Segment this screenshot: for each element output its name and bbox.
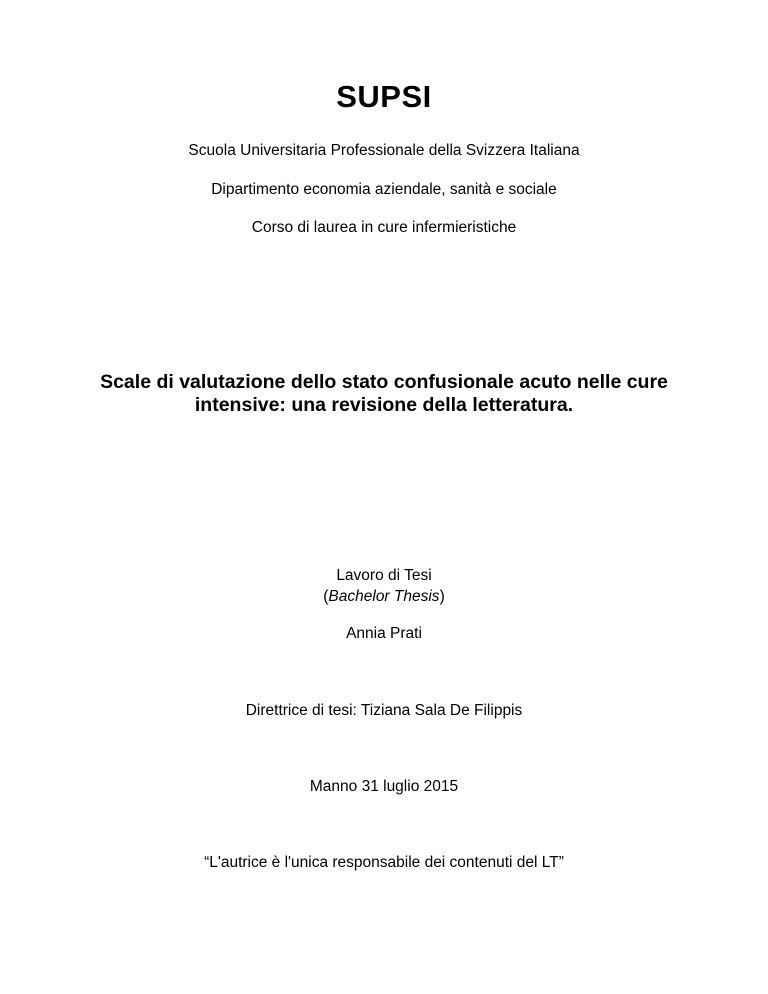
course-name: Corso di laurea in cure infermieristiche [251,219,517,236]
work-type-english [0,587,768,607]
place-date: Manno 31 luglio 2015 [309,778,459,795]
school-name: Scuola Universitaria Professionale della Svizzera Italiana [188,142,580,159]
close-parenthesis: ) [439,588,445,605]
open-parenthesis: ( [323,588,329,605]
thesis-title [0,371,768,417]
bachelor-thesis-label: Bachelor Thesis [328,588,440,605]
disclaimer: “L'autrice è l'unica responsabile dei contenuti del LT” [204,854,564,871]
thesis-title-line-1: Scale di valutazione dello stato confusionale acuto nelle cure [100,371,668,393]
supsi-logo: SUPSI [336,79,432,114]
supervisor: Direttrice di tesi: Tiziana Sala De Filippis [245,702,523,719]
work-type: Lavoro di Tesi [336,567,432,584]
thesis-title-line-2: intensive: una revisione della letteratura. [194,394,574,416]
department-name: Dipartimento economia aziendale, sanità e sociale [211,181,557,198]
author-name: Annia Prati [346,625,422,642]
